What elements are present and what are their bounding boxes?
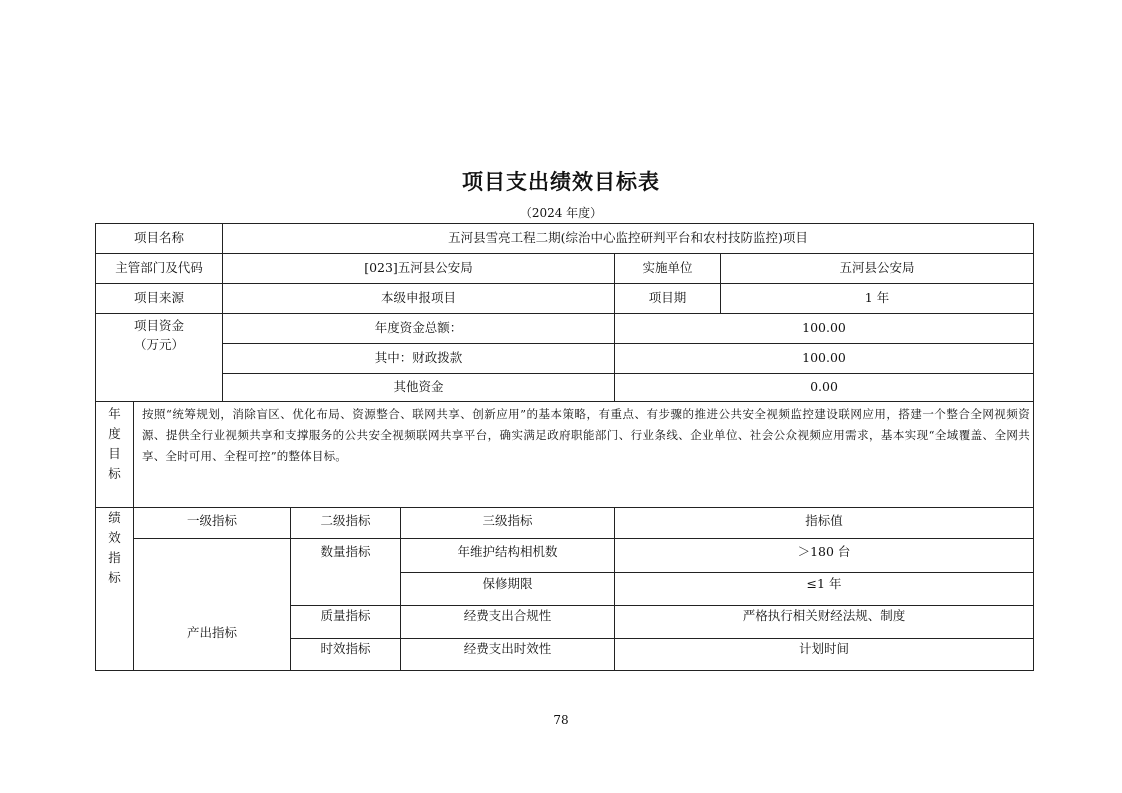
other-funds-value: 0.00: [810, 379, 838, 395]
value-cell: ＞180 台: [797, 543, 851, 559]
page-number: 78: [553, 713, 569, 727]
level2-quantity: 数量指标: [320, 543, 371, 559]
page-title: 项目支出绩效目标表: [462, 170, 660, 194]
source-value: 本级申报项目: [380, 290, 456, 306]
value-cell: 计划时间: [798, 640, 849, 656]
level3-cell: 经费支出时效性: [463, 640, 552, 656]
annual-total-value: 100.00: [802, 320, 846, 336]
level1-header: 一级指标: [186, 513, 237, 528]
goal-char: 度: [108, 426, 121, 441]
goal-char: 目: [108, 446, 121, 461]
department-label: 主管部门及代码: [115, 260, 203, 276]
value-cell: ≤1 年: [806, 575, 842, 591]
row-divider: [95, 401, 1034, 402]
funds-label-line1: 项目资金: [133, 318, 184, 333]
level3-cell: 保修期限: [482, 575, 533, 591]
project-name-label: 项目名称: [133, 230, 184, 246]
level2-timeliness: 时效指标: [320, 640, 371, 656]
project-name-value: 五河县雪亮工程二期(综治中心监控研判平台和农村技防监控)项目: [448, 230, 808, 246]
value-header: 指标值: [805, 513, 843, 528]
source-label: 项目来源: [133, 290, 184, 306]
goal-char: 标: [108, 466, 121, 481]
period-value: 1 年: [864, 290, 890, 306]
perf-char: 指: [108, 550, 121, 565]
level3-header: 三级指标: [482, 513, 533, 528]
value-cell: 严格执行相关财经法规、制度: [742, 607, 906, 623]
table-border-bottom: [95, 670, 1034, 671]
annual-goal-text: 按照“统筹规划，消除盲区、优化布局、资源整合、联网共享、创新应用”的基本策略，有重点、有步骤的推进公共安全视频监控建设联网应用，搭建一个整合全网视频资源、提供全行业视频共享和支撑服务的公共安全视频联网共享平台，确实满足政府职能部门、行业条线、企业单位、社会公众视频应用需求，基本实现“全域覆盖、全网共享、全时可用、全程可控”的整体目标。: [142, 407, 1030, 463]
implementer-label: 实施单位: [642, 260, 693, 276]
perf-char: 标: [108, 570, 121, 585]
funds-label: [96, 316, 222, 354]
level1-output: 产出指标: [186, 624, 237, 640]
table-border-right: [1033, 223, 1034, 671]
level3-cell: 年维护结构相机数: [457, 543, 558, 559]
level2-quality: 质量指标: [320, 607, 371, 623]
period-label: 项目期: [648, 290, 687, 306]
funds-label-line2: （万元）: [133, 337, 184, 352]
level2-header: 二级指标: [320, 513, 371, 528]
fiscal-label: 其中：财政拨款: [374, 350, 463, 366]
department-value: [023]五河县公安局: [364, 260, 473, 276]
annual-total-label: 年度资金总额：: [374, 320, 463, 336]
level3-cell: 经费支出合规性: [463, 607, 552, 623]
goal-char: 年: [108, 406, 121, 421]
other-funds-label: 其他资金: [393, 379, 444, 395]
perf-char: 效: [108, 530, 121, 545]
fiscal-value: 100.00: [802, 350, 846, 366]
perf-char: 绩: [108, 510, 121, 525]
year-label: （2024 年度）: [519, 206, 603, 220]
annual-goal-label: [96, 404, 133, 484]
implementer-value: 五河县公安局: [839, 260, 915, 276]
performance-indicators-label: [96, 508, 133, 588]
